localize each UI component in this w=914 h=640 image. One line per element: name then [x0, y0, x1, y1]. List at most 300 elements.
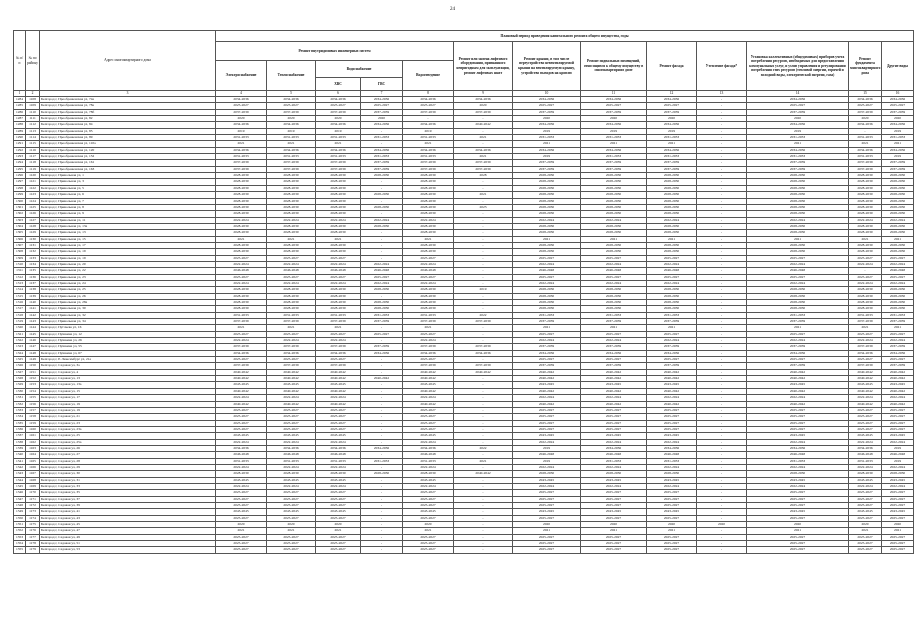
- period-cell: -: [361, 534, 403, 540]
- period-cell: 2028-2030: [647, 306, 697, 312]
- period-cell: 2040-2042: [216, 401, 267, 407]
- header-electric: Электроснабжение: [216, 61, 267, 91]
- period-cell: 2034-2036: [747, 147, 849, 153]
- period-cell: 2028-2030: [316, 179, 361, 185]
- period-cell: 2028-2030: [747, 204, 849, 210]
- header-facade: Ремонт фасада: [647, 42, 697, 91]
- period-cell: 2037-2039: [267, 166, 316, 172]
- period-cell: 2025-2027: [513, 331, 581, 337]
- period-cell: 2019: [513, 154, 581, 160]
- period-cell: 2025-2027: [882, 534, 914, 540]
- period-cell: 2022-2024: [267, 280, 316, 286]
- period-cell: 2028-2030: [361, 204, 403, 210]
- period-cell: 2034-2036: [747, 97, 849, 103]
- period-cell: 2046-2048: [216, 452, 267, 458]
- district-number-cell: 1115: [26, 141, 40, 147]
- period-cell: 2043-2045: [882, 433, 914, 439]
- period-cell: 2046-2048: [513, 268, 581, 274]
- period-cell: -: [697, 319, 747, 325]
- period-cell: 2022-2024: [316, 338, 361, 344]
- period-cell: 2020: [454, 103, 513, 109]
- period-cell: 2020: [697, 522, 747, 528]
- period-cell: 2028-2030: [647, 300, 697, 306]
- period-cell: 2025-2027: [267, 496, 316, 502]
- address-cell: Белгород г, Садовая ул, 51: [40, 541, 216, 547]
- period-cell: 2022-2024: [849, 395, 882, 401]
- period-cell: 2025-2027: [267, 414, 316, 420]
- period-cell: 2040-2042: [267, 376, 316, 382]
- district-number-cell: 1144: [26, 325, 40, 331]
- address-cell: Белгород г, Садовая ул, 41: [40, 509, 216, 515]
- period-cell: 2022-2024: [216, 217, 267, 223]
- period-cell: -: [361, 483, 403, 489]
- period-cell: 2022-2024: [403, 261, 454, 267]
- period-cell: 2025-2027: [513, 547, 581, 553]
- period-cell: 2028-2030: [403, 223, 454, 229]
- period-cell: 2040-2042: [513, 388, 581, 394]
- period-cell: 2022-2024: [882, 217, 914, 223]
- district-number-cell: 1156: [26, 401, 40, 407]
- district-number-cell: 1150: [26, 363, 40, 369]
- period-cell: 2028-2030: [647, 242, 697, 248]
- district-number-cell: 1139: [26, 293, 40, 299]
- period-cell: 2043-2045: [216, 382, 267, 388]
- period-cell: -: [697, 204, 747, 210]
- period-cell: 2046-2048: [747, 268, 849, 274]
- period-cell: 2025-2027: [882, 420, 914, 426]
- period-cell: -: [454, 547, 513, 553]
- period-cell: 2025-2027: [581, 407, 647, 413]
- period-cell: 2037-2039: [849, 344, 882, 350]
- period-cell: 2028-2030: [882, 185, 914, 191]
- period-cell: 2025-2027: [216, 407, 267, 413]
- period-cell: 2025-2027: [216, 426, 267, 432]
- period-cell: 2022: [454, 445, 513, 451]
- period-cell: 2034-2036: [403, 350, 454, 356]
- period-cell: 2025-2027: [747, 534, 849, 540]
- period-cell: 2037-2039: [882, 344, 914, 350]
- period-cell: 2028-2030: [216, 179, 267, 185]
- period-cell: 2022-2024: [849, 439, 882, 445]
- period-cell: -: [697, 414, 747, 420]
- period-cell: 2028-2030: [316, 293, 361, 299]
- address-cell: Белгород г, Привольная ул, 25: [40, 287, 216, 293]
- period-cell: 2025-2027: [513, 255, 581, 261]
- period-cell: 2040-2042: [747, 376, 849, 382]
- period-cell: -: [697, 103, 747, 109]
- period-cell: 2046-2048: [849, 452, 882, 458]
- period-cell: 2028-2030: [513, 249, 581, 255]
- period-cell: 2028-2030: [747, 249, 849, 255]
- period-cell: -: [454, 376, 513, 382]
- period-cell: -: [454, 483, 513, 489]
- district-number-cell: 1167: [26, 471, 40, 477]
- period-cell: 2040-2042: [403, 376, 454, 382]
- district-number-cell: 1136: [26, 274, 40, 280]
- period-cell: 2025-2027: [747, 255, 849, 261]
- period-cell: 2043-2045: [216, 433, 267, 439]
- row-number-cell: 1329: [14, 382, 26, 388]
- period-cell: 2028-2030: [581, 204, 647, 210]
- period-cell: 2031-2033: [216, 135, 267, 141]
- period-cell: 2043-2045: [747, 433, 849, 439]
- row-number-cell: 1297: [14, 179, 26, 185]
- period-cell: 2028-2030: [581, 471, 647, 477]
- period-cell: 2022-2024: [513, 338, 581, 344]
- address-cell: Белгород г, Привольная ул, 34: [40, 319, 216, 325]
- period-cell: 2028-2030: [647, 230, 697, 236]
- period-cell: 2031-2033: [849, 135, 882, 141]
- period-cell: 2043-2045: [647, 433, 697, 439]
- period-cell: 2031-2033: [361, 312, 403, 318]
- district-number-cell: 1126: [26, 211, 40, 217]
- period-cell: 2021: [581, 141, 647, 147]
- period-cell: 2021: [513, 528, 581, 534]
- period-cell: 2025-2027: [882, 414, 914, 420]
- period-cell: -: [697, 509, 747, 515]
- period-cell: 2021: [454, 135, 513, 141]
- period-cell: 2037-2039: [581, 319, 647, 325]
- period-cell: -: [361, 401, 403, 407]
- period-cell: 2028-2030: [581, 242, 647, 248]
- period-cell: 2025-2027: [647, 420, 697, 426]
- period-cell: 2025-2027: [849, 490, 882, 496]
- period-cell: 2046-2048: [361, 268, 403, 274]
- period-cell: 2025-2027: [216, 534, 267, 540]
- period-cell: 2028-2030: [513, 242, 581, 248]
- period-cell: 2022-2024: [882, 483, 914, 489]
- period-cell: 2025-2027: [216, 541, 267, 547]
- period-cell: 2025-2027: [216, 331, 267, 337]
- period-cell: -: [697, 293, 747, 299]
- address-cell: Белгород г, Садовая ул, 49: [40, 534, 216, 540]
- period-cell: 2028-2030: [216, 223, 267, 229]
- period-cell: 2037-2039: [513, 319, 581, 325]
- period-cell: 2043-2045: [513, 509, 581, 515]
- period-cell: 2031-2033: [513, 135, 581, 141]
- period-cell: 2028-2030: [882, 223, 914, 229]
- period-cell: 2034-2036: [882, 122, 914, 128]
- period-cell: 2028-2030: [513, 179, 581, 185]
- period-cell: 2034-2036: [747, 445, 849, 451]
- period-cell: 2025-2027: [513, 103, 581, 109]
- period-cell: 2022-2024: [316, 280, 361, 286]
- period-cell: 2034-2036: [581, 122, 647, 128]
- period-cell: 2028-2030: [216, 211, 267, 217]
- period-cell: -: [361, 255, 403, 261]
- row-number-cell: 1306: [14, 236, 26, 242]
- address-cell: Белгород г, Пушкина ул, 12: [40, 331, 216, 337]
- period-cell: 2037-2039: [849, 109, 882, 115]
- row-number-cell: 1291: [14, 141, 26, 147]
- address-cell: Белгород г, Привольная ул, 8: [40, 204, 216, 210]
- period-cell: 2025-2027: [267, 255, 316, 261]
- district-number-cell: 1120: [26, 173, 40, 179]
- period-cell: 2034-2036: [882, 147, 914, 153]
- period-cell: 2028-2030: [513, 211, 581, 217]
- period-cell: 2037-2039: [513, 344, 581, 350]
- period-cell: 2028: [454, 173, 513, 179]
- period-cell: -: [454, 325, 513, 331]
- period-cell: 2028-2030: [267, 185, 316, 191]
- period-cell: 2037-2039: [454, 166, 513, 172]
- period-cell: 2022: [454, 312, 513, 318]
- period-cell: -: [697, 185, 747, 191]
- period-cell: 2025-2027: [882, 426, 914, 432]
- row-number-cell: 1296: [14, 173, 26, 179]
- period-cell: 2019: [513, 445, 581, 451]
- period-cell: 2034-2036: [513, 122, 581, 128]
- period-cell: 2025-2027: [747, 103, 849, 109]
- period-cell: 2046-2048: [882, 268, 914, 274]
- period-cell: 2037-2039: [647, 363, 697, 369]
- district-number-cell: 1110: [26, 109, 40, 115]
- period-cell: 2025-2027: [647, 515, 697, 521]
- header-other: Другие виды: [882, 42, 914, 91]
- period-cell: 2022-2024: [361, 217, 403, 223]
- period-cell: 2028-2030: [647, 198, 697, 204]
- period-cell: 2028-2030: [216, 173, 267, 179]
- page-number: 24: [450, 7, 455, 12]
- period-cell: -: [697, 249, 747, 255]
- period-cell: 2028-2030: [849, 242, 882, 248]
- period-cell: 2028-2030: [581, 249, 647, 255]
- period-cell: 2037-2039: [267, 363, 316, 369]
- period-cell: -: [697, 141, 747, 147]
- address-cell: Белгород г, Привольная ул, 5: [40, 185, 216, 191]
- period-cell: 2043-2045: [581, 382, 647, 388]
- table-header: [14, 31, 914, 97]
- period-cell: 2031-2033: [882, 135, 914, 141]
- period-cell: 2022-2024: [361, 261, 403, 267]
- period-cell: 2037-2039: [403, 109, 454, 115]
- period-cell: -: [454, 414, 513, 420]
- period-cell: 2021: [267, 528, 316, 534]
- period-cell: -: [454, 534, 513, 540]
- period-cell: 2021: [216, 528, 267, 534]
- period-cell: 2031-2033: [403, 312, 454, 318]
- district-number-cell: 1127: [26, 217, 40, 223]
- period-cell: 2021: [513, 236, 581, 242]
- column-number: 2: [26, 91, 40, 97]
- period-cell: -: [454, 490, 513, 496]
- period-cell: 2025-2027: [216, 357, 267, 363]
- period-cell: 2043-2045: [403, 477, 454, 483]
- period-cell: 2022-2024: [316, 261, 361, 267]
- period-cell: 2046-2048: [882, 452, 914, 458]
- period-cell: 2022-2024: [316, 217, 361, 223]
- district-number-cell: 1143: [26, 319, 40, 325]
- period-cell: 2037-2039: [882, 319, 914, 325]
- period-cell: 2040-2042: [647, 369, 697, 375]
- row-number-cell: 1318: [14, 312, 26, 318]
- district-number-cell: 1117: [26, 154, 40, 160]
- period-cell: 2028-2030: [361, 192, 403, 198]
- address-cell: Белгород г, Привольная ул, 7: [40, 198, 216, 204]
- column-number: 5: [267, 91, 316, 97]
- period-cell: -: [454, 236, 513, 242]
- period-cell: 2020: [882, 522, 914, 528]
- period-cell: 2028-2030: [267, 230, 316, 236]
- period-cell: 2028-2030: [849, 230, 882, 236]
- period-cell: 2028-2030: [513, 306, 581, 312]
- period-cell: 2028-2030: [882, 249, 914, 255]
- period-cell: 2022-2024: [267, 261, 316, 267]
- period-cell: -: [697, 445, 747, 451]
- period-cell: 2025-2027: [882, 490, 914, 496]
- period-cell: 2031-2033: [849, 312, 882, 318]
- period-cell: 2043-2045: [513, 477, 581, 483]
- period-cell: 2031-2033: [581, 154, 647, 160]
- period-cell: 2031-2033: [361, 135, 403, 141]
- period-cell: -: [697, 274, 747, 280]
- district-number-cell: 1119: [26, 166, 40, 172]
- period-cell: 2028-2030: [267, 204, 316, 210]
- period-cell: 2028-2030: [647, 179, 697, 185]
- period-cell: 2021: [647, 236, 697, 242]
- period-cell: 2046-2048: [403, 452, 454, 458]
- period-cell: 2034-2036: [513, 147, 581, 153]
- period-cell: 2025-2027: [403, 503, 454, 509]
- period-cell: 2028-2030: [403, 185, 454, 191]
- period-cell: 2025-2027: [316, 274, 361, 280]
- period-cell: 2040-2042: [454, 122, 513, 128]
- period-cell: 2025-2027: [849, 407, 882, 413]
- period-cell: 2021: [849, 236, 882, 242]
- period-cell: -: [361, 420, 403, 426]
- period-cell: 2043-2045: [581, 509, 647, 515]
- header-basement: Ремонт подвальных помещений, относящихся к общему имуществу в многоквартирном доме: [581, 42, 647, 91]
- period-cell: 2034-2036: [647, 122, 697, 128]
- period-cell: -: [361, 515, 403, 521]
- period-cell: 2028-2030: [747, 192, 849, 198]
- period-cell: 2022-2024: [403, 217, 454, 223]
- row-number-cell: 1315: [14, 293, 26, 299]
- period-cell: 2037-2039: [513, 363, 581, 369]
- period-cell: 2025-2027: [747, 503, 849, 509]
- district-number-cell: 1111: [26, 116, 40, 122]
- period-cell: 2022-2024: [216, 280, 267, 286]
- period-cell: 2022-2024: [647, 464, 697, 470]
- period-cell: 2025-2027: [747, 541, 849, 547]
- period-cell: 2046-2048: [403, 268, 454, 274]
- period-cell: 2020: [581, 116, 647, 122]
- period-cell: 2021: [882, 528, 914, 534]
- period-cell: -: [849, 128, 882, 134]
- period-cell: 2031-2033: [316, 154, 361, 160]
- column-number: 9: [454, 91, 513, 97]
- period-cell: 2020: [216, 522, 267, 528]
- period-cell: 2043-2045: [316, 382, 361, 388]
- period-cell: 2022-2024: [581, 464, 647, 470]
- address-cell: Белгород г, Привольная ул, 28а: [40, 300, 216, 306]
- period-cell: 2025-2027: [647, 496, 697, 502]
- period-cell: 2025-2027: [267, 541, 316, 547]
- period-cell: 2022-2024: [647, 338, 697, 344]
- row-number-cell: 1342: [14, 464, 26, 470]
- period-cell: -: [697, 331, 747, 337]
- row-number-cell: 1289: [14, 128, 26, 134]
- row-number-cell: 1355: [14, 547, 26, 553]
- period-cell: 2025-2027: [849, 534, 882, 540]
- period-cell: -: [697, 230, 747, 236]
- district-number-cell: 1146: [26, 338, 40, 344]
- address-cell: Белгород г, Садовая ул, 45: [40, 522, 216, 528]
- header-water: Водоснабжение: [316, 61, 403, 78]
- period-cell: 2025-2027: [216, 547, 267, 553]
- period-cell: -: [361, 407, 403, 413]
- period-cell: 2025-2027: [216, 103, 267, 109]
- period-cell: -: [454, 274, 513, 280]
- district-number-cell: 1113: [26, 128, 40, 134]
- period-cell: 2043-2045: [647, 509, 697, 515]
- address-cell: Белгород г, Садовая ул, 25а: [40, 439, 216, 445]
- header-address: Адрес многоквартирного дома: [40, 31, 216, 91]
- period-cell: -: [361, 185, 403, 191]
- period-cell: 2040-2042: [849, 388, 882, 394]
- period-cell: 2028-2030: [316, 223, 361, 229]
- period-cell: 2025-2027: [316, 496, 361, 502]
- period-cell: 2022-2024: [882, 464, 914, 470]
- period-cell: 2034-2036: [361, 97, 403, 103]
- period-cell: 2037-2039: [403, 363, 454, 369]
- period-cell: 2028-2030: [581, 173, 647, 179]
- period-cell: 2040-2042: [454, 369, 513, 375]
- period-cell: 2025-2027: [513, 407, 581, 413]
- period-cell: 2028-2030: [849, 293, 882, 299]
- period-cell: 2025-2027: [316, 503, 361, 509]
- period-cell: -: [361, 477, 403, 483]
- period-cell: 2043-2045: [849, 382, 882, 388]
- period-cell: 2046-2048: [581, 452, 647, 458]
- header-foundation: Ремонт фундамента многоквартирного дома: [849, 42, 882, 91]
- address-cell: Белгород г, Привольная ул, 13: [40, 230, 216, 236]
- period-cell: 2025-2027: [403, 420, 454, 426]
- period-cell: 2040-2042: [216, 388, 267, 394]
- period-cell: 2025-2027: [267, 534, 316, 540]
- period-cell: -: [454, 401, 513, 407]
- period-cell: 2040-2042: [403, 388, 454, 394]
- period-cell: 2025-2027: [316, 547, 361, 553]
- period-cell: 2046-2048: [267, 268, 316, 274]
- period-cell: 2020: [849, 116, 882, 122]
- period-cell: -: [361, 388, 403, 394]
- period-cell: 2019: [882, 128, 914, 134]
- period-cell: -: [361, 496, 403, 502]
- period-cell: 2043-2045: [267, 382, 316, 388]
- period-cell: 2028-2030: [267, 293, 316, 299]
- period-cell: -: [697, 515, 747, 521]
- period-cell: 2022-2024: [647, 280, 697, 286]
- district-number-cell: 1162: [26, 439, 40, 445]
- period-cell: 2037-2039: [361, 109, 403, 115]
- row-number-cell: 1288: [14, 122, 26, 128]
- header-cold-water: ХВС: [316, 78, 361, 91]
- district-number-cell: 1175: [26, 522, 40, 528]
- period-cell: -: [454, 211, 513, 217]
- period-cell: 2020: [849, 522, 882, 528]
- row-number-cell: 1350: [14, 515, 26, 521]
- period-cell: 2022-2024: [216, 439, 267, 445]
- period-cell: 2025-2027: [882, 274, 914, 280]
- period-cell: 2022-2024: [316, 439, 361, 445]
- period-cell: 2034-2036: [647, 350, 697, 356]
- period-cell: 2043-2045: [267, 509, 316, 515]
- period-cell: -: [697, 534, 747, 540]
- period-cell: 2028-2030: [216, 230, 267, 236]
- period-cell: 2025-2027: [747, 547, 849, 553]
- period-cell: 2028-2030: [647, 192, 697, 198]
